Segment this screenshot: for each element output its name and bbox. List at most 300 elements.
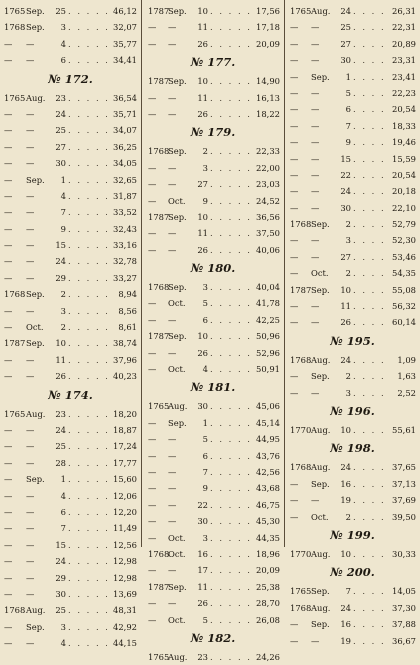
leader-dots	[208, 448, 250, 464]
row-month: —	[168, 598, 177, 609]
row-value: 20,09	[256, 38, 280, 49]
row-value: 45,14	[256, 417, 280, 428]
row-year: —	[4, 272, 13, 283]
row-year: 1787	[148, 76, 170, 87]
table-row	[285, 546, 420, 562]
row-year: —	[4, 125, 13, 136]
row-value: 33,27	[113, 272, 137, 283]
section-heading: № 195.	[330, 333, 375, 348]
leader-dots	[351, 167, 386, 183]
table-row	[142, 361, 284, 377]
leader-dots	[66, 237, 107, 253]
row-day: 24	[340, 186, 351, 197]
row-year: —	[148, 298, 157, 309]
row-day: 2	[60, 322, 66, 333]
row-month: —	[168, 162, 177, 173]
row-month: Sep.	[311, 219, 330, 230]
row-month: —	[26, 158, 35, 169]
row-year: 1768	[148, 146, 170, 157]
row-month: Oct.	[311, 511, 329, 522]
row-month: —	[311, 55, 320, 66]
row-month: —	[168, 516, 177, 527]
leader-dots	[208, 209, 250, 225]
row-year: —	[4, 240, 13, 251]
table-row	[0, 221, 141, 237]
row-month: Sep.	[168, 417, 187, 428]
row-value: 14,05	[392, 586, 416, 597]
row-day: 26	[197, 347, 208, 358]
leader-dots	[208, 328, 250, 344]
leader-dots	[208, 649, 250, 665]
row-month: Aug.	[311, 424, 331, 435]
row-day: 22	[197, 499, 208, 510]
row-day: 30	[340, 55, 351, 66]
row-day: 4	[60, 490, 66, 501]
leader-dots	[66, 635, 107, 651]
leader-dots	[351, 546, 386, 562]
row-day: 2	[345, 371, 351, 382]
row-year: —	[148, 434, 157, 445]
leader-dots	[66, 319, 107, 335]
row-year: —	[290, 635, 299, 646]
row-year: —	[4, 621, 13, 632]
row-value: 42,92	[113, 621, 137, 632]
row-year: —	[4, 371, 13, 382]
leader-dots	[66, 422, 107, 438]
table-row	[0, 90, 141, 106]
row-year: —	[4, 174, 13, 185]
row-year: —	[148, 38, 157, 49]
table-row	[285, 298, 420, 314]
leader-dots	[208, 106, 250, 122]
row-value: 18,33	[392, 120, 416, 131]
row-day: 6	[202, 314, 208, 325]
table-row	[285, 459, 420, 475]
row-value: 17,24	[113, 441, 137, 452]
table-row	[285, 200, 420, 216]
leader-dots	[208, 513, 250, 529]
row-month: —	[168, 466, 177, 477]
row-value: 52,79	[392, 219, 416, 230]
row-year: —	[290, 153, 299, 164]
section-heading: № 179.	[190, 125, 236, 140]
section-heading: № 200.	[330, 565, 375, 580]
row-month: —	[168, 244, 177, 255]
row-month: Sep.	[311, 586, 330, 597]
row-month: —	[168, 483, 177, 494]
leader-dots	[351, 459, 386, 475]
table-row	[285, 216, 420, 232]
row-year: —	[4, 305, 13, 316]
row-day: 10	[197, 331, 208, 342]
row-day: 30	[340, 202, 351, 213]
leader-dots	[66, 553, 107, 569]
row-value: 25,38	[256, 581, 280, 592]
row-month: Aug.	[311, 6, 331, 16]
table-row	[0, 172, 141, 188]
table-row	[142, 19, 284, 35]
leader-dots	[208, 464, 250, 480]
table-row	[0, 36, 141, 52]
leader-dots	[208, 398, 250, 414]
row-month: —	[311, 387, 320, 398]
row-month: —	[26, 523, 35, 534]
row-day: 26	[197, 244, 208, 255]
table-row	[285, 282, 420, 298]
row-value: 33,16	[113, 240, 137, 251]
row-year: —	[290, 120, 299, 131]
leader-dots	[351, 352, 386, 368]
row-value: 2,52	[397, 387, 416, 398]
leader-dots	[208, 595, 250, 611]
row-year: 1768	[4, 22, 26, 33]
row-year: —	[148, 179, 157, 190]
row-day: 26	[55, 371, 66, 382]
row-day: 2	[60, 289, 66, 300]
row-month: Sep.	[168, 282, 187, 293]
row-day: 26	[197, 38, 208, 49]
row-value: 43,68	[256, 483, 280, 494]
row-month: Sep.	[26, 338, 45, 349]
table-row	[0, 504, 141, 520]
row-day: 26	[197, 108, 208, 119]
table-row	[0, 19, 141, 35]
row-day: 9	[60, 223, 66, 234]
row-day: 2	[345, 511, 351, 522]
row-month: Aug.	[26, 408, 46, 419]
row-year: —	[290, 235, 299, 246]
row-year: —	[148, 565, 157, 576]
row-day: 5	[202, 298, 208, 309]
row-value: 40,23	[113, 371, 137, 382]
leader-dots	[66, 406, 107, 422]
row-day: 3	[345, 387, 351, 398]
row-year: 1787	[148, 331, 170, 342]
section-heading: № 177.	[190, 55, 236, 70]
table-row	[0, 286, 141, 302]
row-value: 37,30	[392, 602, 416, 613]
table-row	[142, 143, 284, 159]
table-row	[285, 19, 420, 35]
row-day: 7	[345, 120, 351, 131]
row-day: 4	[202, 364, 208, 375]
row-year: —	[4, 256, 13, 267]
leader-dots	[66, 204, 107, 220]
row-value: 34,07	[113, 125, 137, 136]
row-day: 24	[55, 556, 66, 567]
table-row	[142, 415, 284, 431]
table-row	[142, 90, 284, 106]
leader-dots	[208, 415, 250, 431]
row-year: —	[290, 87, 299, 98]
row-day: 19	[340, 635, 351, 646]
section-heading: № 174.	[48, 387, 93, 402]
row-month: —	[26, 190, 35, 201]
row-day: 25	[55, 441, 66, 452]
row-year: —	[148, 364, 157, 375]
row-day: 5	[345, 87, 351, 98]
row-month: Aug.	[311, 602, 331, 613]
row-value: 15,60	[113, 474, 137, 485]
row-year: —	[148, 244, 157, 255]
row-year: —	[4, 223, 13, 234]
row-month: —	[311, 38, 320, 49]
row-year: —	[148, 450, 157, 461]
row-day: 1	[60, 474, 66, 485]
row-day: 26	[197, 598, 208, 609]
row-day: 9	[202, 195, 208, 206]
row-month: —	[311, 186, 320, 197]
table-row	[142, 345, 284, 361]
row-month: —	[26, 354, 35, 365]
leader-dots	[208, 193, 250, 209]
table-row	[285, 422, 420, 438]
table-row	[142, 464, 284, 480]
leader-dots	[66, 221, 107, 237]
row-year: 1765	[4, 6, 26, 16]
leader-dots	[66, 303, 107, 319]
row-value: 46,75	[256, 499, 280, 510]
table-row	[142, 36, 284, 52]
row-year: —	[4, 158, 13, 169]
table-row	[0, 438, 141, 454]
row-day: 5	[202, 434, 208, 445]
row-value: 50,96	[256, 331, 280, 342]
row-value: 32,78	[113, 256, 137, 267]
table-row	[285, 232, 420, 248]
section-heading: № 196.	[330, 403, 375, 418]
row-value: 20,54	[392, 169, 416, 180]
row-day: 15	[55, 240, 66, 251]
row-month: Sep.	[168, 146, 187, 157]
table-row	[0, 52, 141, 68]
row-month: Sep.	[26, 22, 45, 33]
row-value: 52,30	[392, 235, 416, 246]
leader-dots	[351, 298, 386, 314]
row-month: —	[168, 22, 177, 33]
row-day: 23	[197, 651, 208, 662]
row-value: 18,87	[113, 424, 137, 435]
row-month: —	[311, 317, 320, 328]
table-row	[0, 553, 141, 569]
row-month: —	[26, 141, 35, 152]
row-month: Aug.	[311, 548, 331, 559]
row-value: 12,06	[113, 490, 137, 501]
row-month: Sep.	[26, 174, 45, 185]
row-month: —	[311, 251, 320, 262]
leader-dots	[66, 90, 107, 106]
row-value: 23,31	[392, 55, 416, 66]
table-row	[0, 204, 141, 220]
row-value: 1,63	[397, 371, 416, 382]
leader-dots	[66, 570, 107, 586]
leader-dots	[351, 36, 386, 52]
row-day: 26	[340, 317, 351, 328]
section-heading: № 199.	[330, 527, 375, 542]
table-row	[285, 368, 420, 384]
leader-dots	[208, 361, 250, 377]
row-value: 17,77	[113, 457, 137, 468]
leader-dots	[208, 546, 250, 562]
table-row	[285, 476, 420, 492]
row-value: 15,59	[392, 153, 416, 164]
row-year: 1765	[148, 651, 170, 662]
row-year: —	[290, 478, 299, 489]
row-day: 1	[345, 71, 351, 82]
row-month: —	[26, 506, 35, 517]
row-year: —	[290, 371, 299, 382]
table-row	[0, 619, 141, 635]
leader-dots	[208, 480, 250, 496]
row-month: —	[311, 137, 320, 148]
table-row	[142, 3, 284, 19]
row-day: 27	[340, 251, 351, 262]
table-row	[142, 546, 284, 562]
row-value: 38,74	[113, 338, 137, 349]
row-month: —	[26, 371, 35, 382]
row-year: —	[290, 202, 299, 213]
leader-dots	[66, 504, 107, 520]
leader-dots	[208, 242, 250, 258]
row-day: 30	[197, 401, 208, 412]
row-day: 3	[60, 22, 66, 33]
row-year: 1765	[148, 401, 170, 412]
row-value: 34,41	[113, 55, 137, 66]
row-month: Aug.	[311, 354, 331, 365]
leader-dots	[66, 286, 107, 302]
leader-dots	[208, 90, 250, 106]
row-month: —	[311, 22, 320, 33]
table-row	[285, 600, 420, 616]
row-year: 1768	[290, 602, 312, 613]
leader-dots	[66, 368, 107, 384]
row-value: 24,26	[256, 651, 280, 662]
row-year: —	[148, 162, 157, 173]
row-day: 11	[197, 92, 208, 103]
row-day: 25	[55, 6, 66, 16]
row-year: —	[4, 190, 13, 201]
row-year: —	[4, 457, 13, 468]
leader-dots	[66, 455, 107, 471]
row-year: 1770	[290, 424, 312, 435]
row-month: —	[26, 207, 35, 218]
row-value: 52,96	[256, 347, 280, 358]
row-day: 9	[345, 137, 351, 148]
row-day: 10	[340, 548, 351, 559]
row-year: 1768	[290, 462, 312, 473]
leader-dots	[351, 282, 386, 298]
table-row	[285, 385, 420, 401]
row-month: —	[26, 305, 35, 316]
row-day: 6	[345, 104, 351, 115]
table-row	[285, 134, 420, 150]
row-month: —	[26, 240, 35, 251]
row-month: Aug.	[168, 401, 188, 412]
row-value: 44,15	[113, 638, 137, 649]
row-year: —	[4, 441, 13, 452]
row-day: 23	[55, 408, 66, 419]
row-day: 11	[197, 228, 208, 239]
leader-dots	[66, 270, 107, 286]
row-value: 20,09	[256, 565, 280, 576]
row-month: Oct.	[168, 364, 186, 375]
leader-dots	[66, 172, 107, 188]
row-value: 39,50	[392, 511, 416, 522]
row-month: —	[168, 565, 177, 576]
row-month: Sep.	[311, 71, 330, 82]
row-day: 24	[340, 462, 351, 473]
table-row	[142, 295, 284, 311]
row-value: 37,13	[392, 478, 416, 489]
table-row	[0, 319, 141, 335]
leader-dots	[351, 134, 386, 150]
row-day: 6	[60, 55, 66, 66]
leader-dots	[66, 471, 107, 487]
table-row	[0, 406, 141, 422]
row-value: 55,61	[392, 424, 416, 435]
row-month: Sep.	[311, 371, 330, 382]
leader-dots	[208, 3, 250, 19]
row-value: 45,06	[256, 401, 280, 412]
row-value: 28,70	[256, 598, 280, 609]
row-month: —	[168, 92, 177, 103]
leader-dots	[351, 151, 386, 167]
row-month: Sep.	[26, 474, 45, 485]
leader-dots	[66, 586, 107, 602]
row-year: 1768	[290, 219, 312, 230]
table-row	[285, 36, 420, 52]
row-day: 27	[340, 38, 351, 49]
row-month: —	[26, 55, 35, 66]
row-year: 1787	[290, 284, 312, 295]
row-day: 24	[55, 424, 66, 435]
table-row	[0, 422, 141, 438]
row-year: —	[290, 104, 299, 115]
section-heading: № 180.	[190, 261, 236, 276]
leader-dots	[208, 530, 250, 546]
row-day: 7	[60, 207, 66, 218]
table-row	[285, 509, 420, 525]
row-value: 30,33	[392, 548, 416, 559]
row-value: 40,06	[256, 244, 280, 255]
row-day: 3	[202, 282, 208, 293]
leader-dots	[351, 216, 386, 232]
row-day: 23	[55, 92, 66, 103]
table-row	[0, 352, 141, 368]
row-value: 44,35	[256, 532, 280, 543]
leader-dots	[208, 19, 250, 35]
row-day: 10	[197, 6, 208, 16]
row-year: —	[4, 322, 13, 333]
leader-dots	[351, 368, 386, 384]
row-year: —	[148, 598, 157, 609]
row-month: —	[26, 424, 35, 435]
row-month: —	[311, 169, 320, 180]
row-month: —	[168, 314, 177, 325]
row-month: —	[311, 495, 320, 506]
table-row	[0, 455, 141, 471]
row-year: —	[4, 141, 13, 152]
row-year: —	[290, 251, 299, 262]
row-year: 1768	[148, 548, 170, 559]
row-year: —	[290, 186, 299, 197]
row-day: 10	[197, 211, 208, 222]
row-year: —	[148, 466, 157, 477]
row-month: —	[311, 153, 320, 164]
row-value: 36,54	[113, 92, 137, 103]
row-value: 11,49	[113, 523, 137, 534]
table-row	[142, 73, 284, 89]
